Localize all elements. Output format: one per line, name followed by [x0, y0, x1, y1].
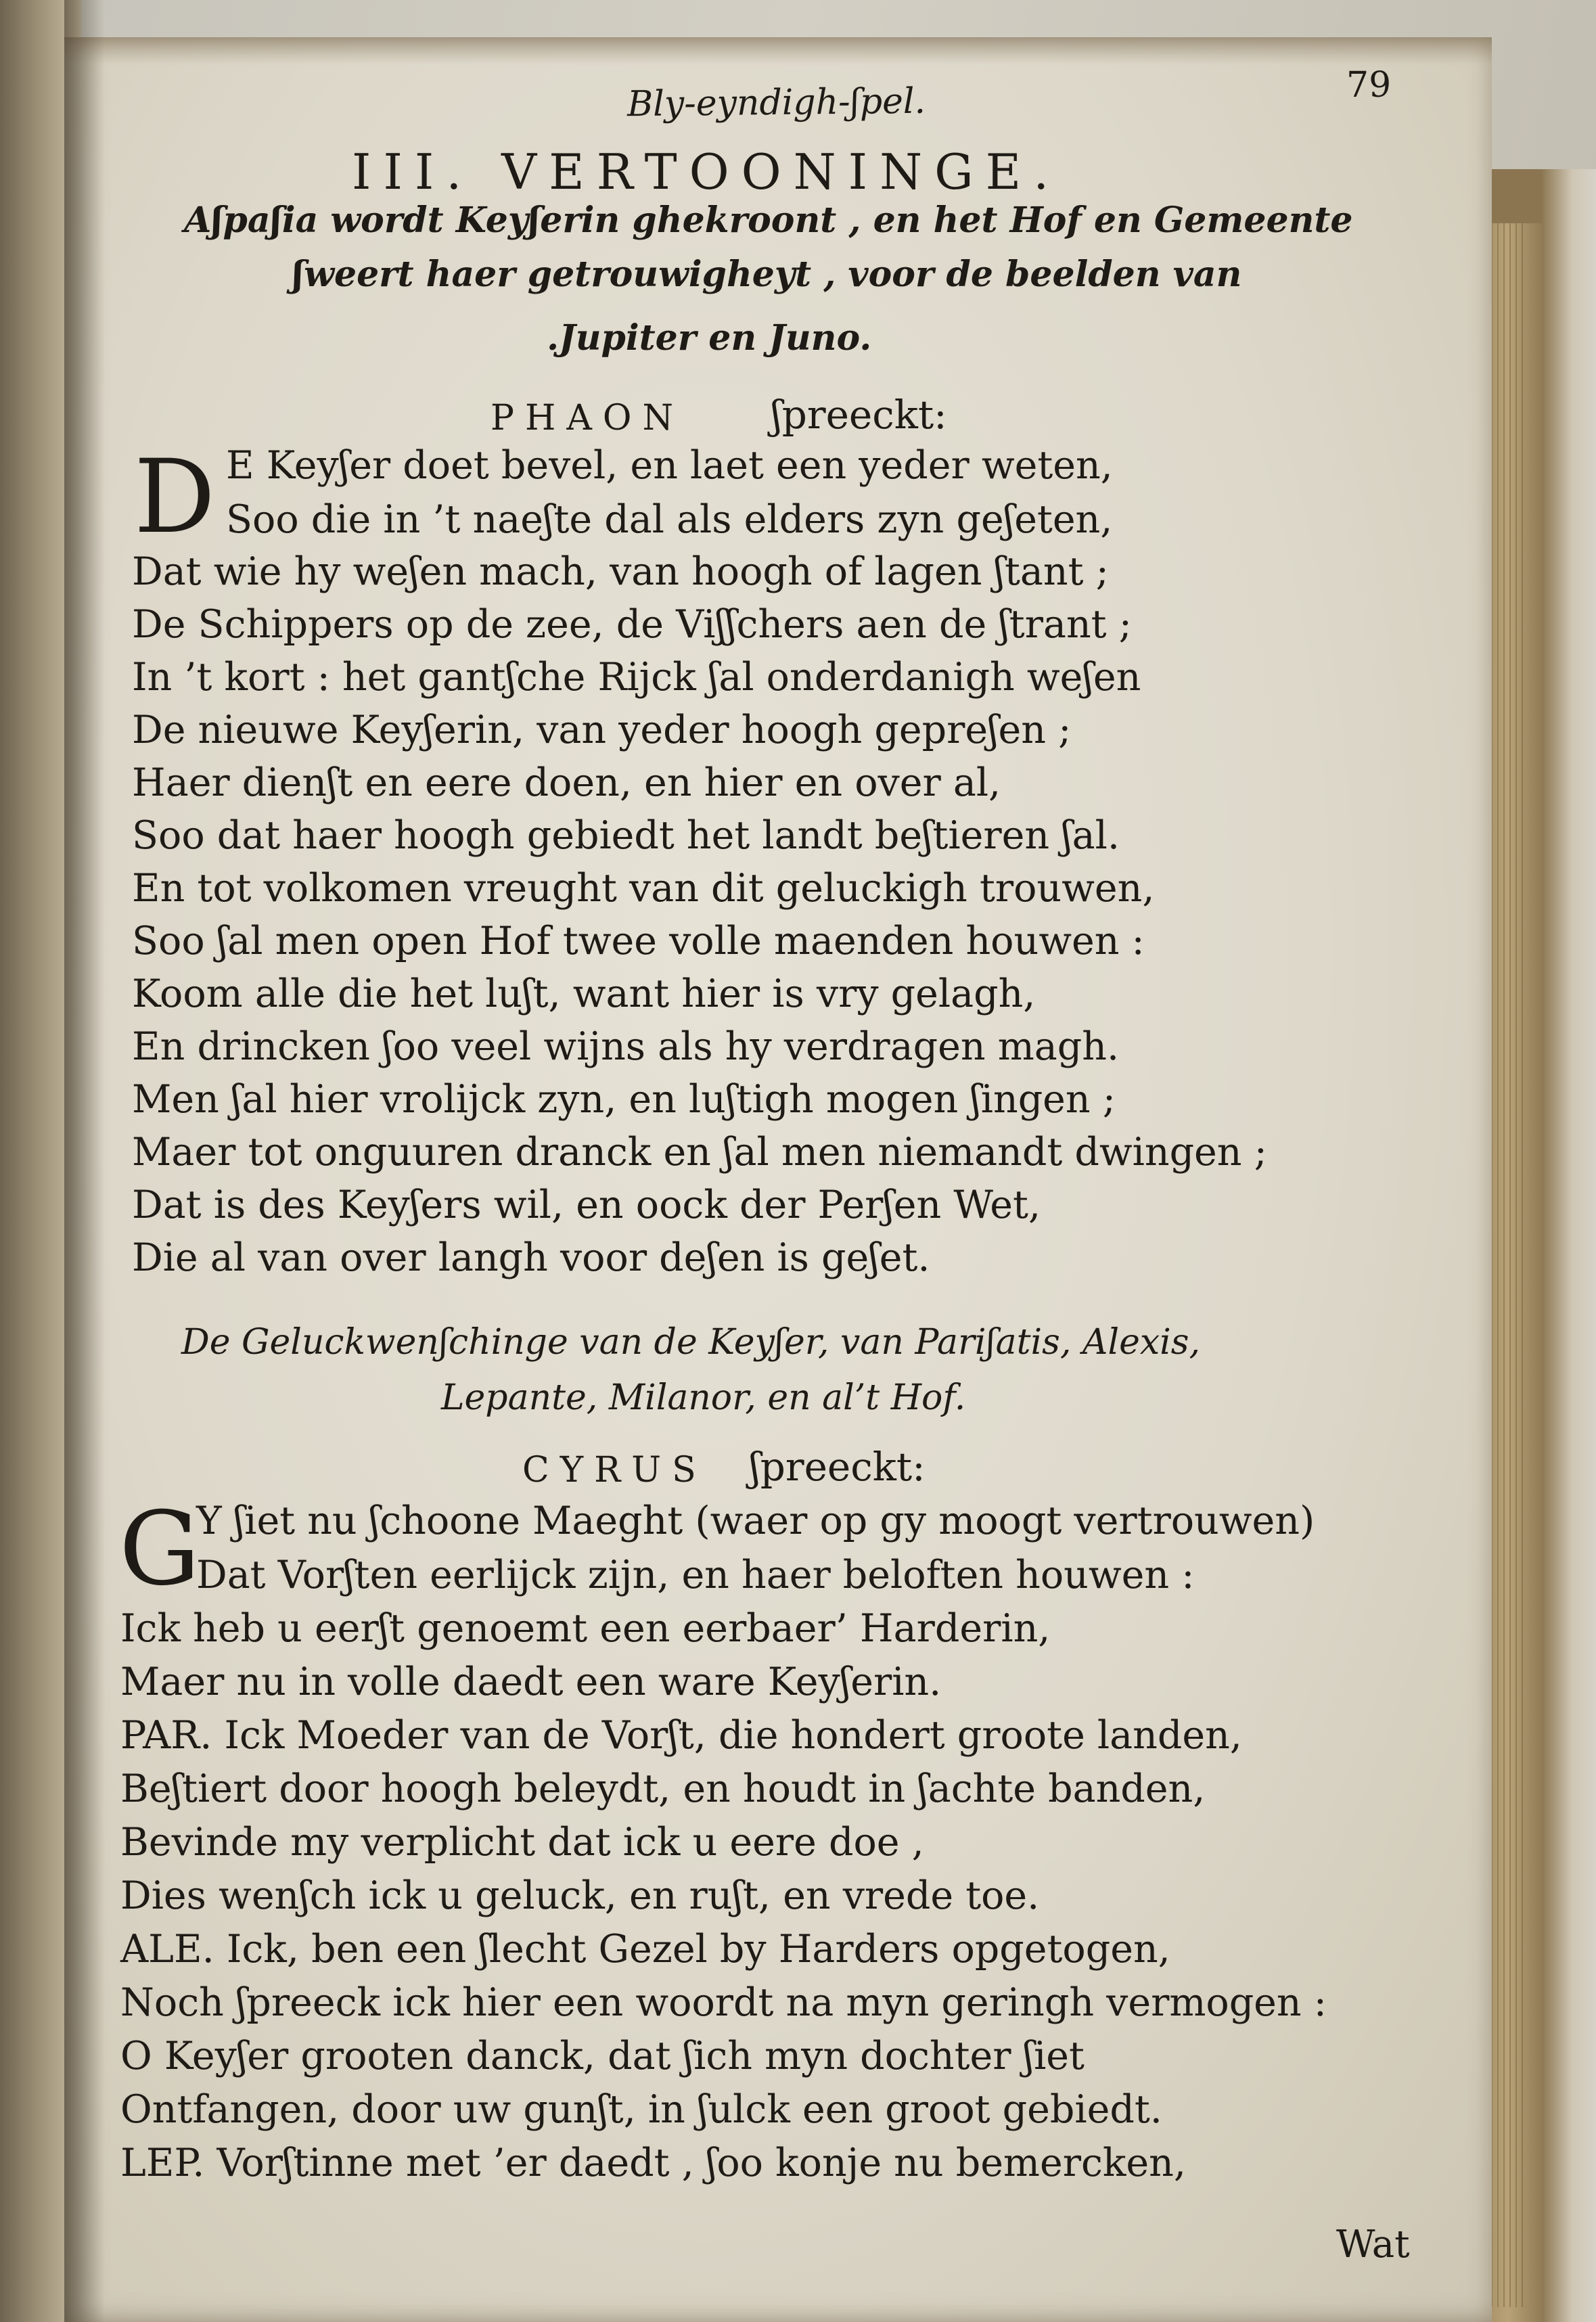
book-page	[64, 37, 1492, 2322]
act-title: III. VERTOONINGE.	[352, 143, 1062, 200]
verse-line: Soo ʃal men open Hof twee volle maenden houwen :	[132, 919, 1145, 963]
verse-line: Dat Vorʃten eerlijck zijn, en haer beloften houwen :	[196, 1553, 1195, 1597]
verse-line: Ontfangen, door uw gunʃt, in ʃulck een groot gebiedt.	[120, 2087, 1162, 2132]
verse-line: In ’t kort : het gantʃche Rijck ʃal onderdanigh weʃen	[132, 655, 1141, 700]
verse-line: En tot volkomen vreught van dit geluckigh trouwen,	[132, 866, 1155, 911]
scene-line: Aʃpaʃia wordt Keyʃerin ghekroont , en het Hof en Gemeente	[184, 200, 1353, 241]
verse-line: O Keyʃer grooten danck, dat ʃich myn dochter ʃiet	[120, 2034, 1085, 2078]
gutter-shadow	[64, 0, 105, 2322]
verse-line: Soo dat haer hoogh gebiedt het landt beʃtieren ʃal.	[132, 813, 1120, 858]
running-title: Bly-eyndigh-ʃpel.	[626, 81, 926, 125]
verse-line: Koom alle die het luʃt, want hier is vry gelagh,	[132, 972, 1036, 1016]
speaker-speaks: ʃpreeckt:	[750, 1444, 926, 1490]
verse-line: Dat wie hy weʃen mach, van hoogh of lagen ʃtant ;	[132, 549, 1109, 594]
verse-line: Men ʃal hier vrolijck zyn, en luʃtigh mogen ʃingen ;	[132, 1077, 1116, 1122]
speaker-name: CYRUS	[522, 1450, 707, 1490]
drop-cap-initial: G	[119, 1490, 200, 1608]
catchword: Wat	[1336, 2223, 1410, 2267]
verse-line: Haer dienʃt en eere doen, en hier en over al,	[132, 760, 1001, 805]
verse-line: Bevinde my verplicht dat ick u eere doe ,	[120, 1820, 924, 1865]
drop-cap-initial: D	[134, 438, 216, 556]
verse-line: Dies wenʃch ick u geluck, en ruʃt, en vrede toe.	[120, 1873, 1040, 1918]
scene-line: .Jupiter en Juno.	[547, 317, 872, 359]
verse-line: LEP. Vorʃtinne met ’er daedt , ʃoo konje nu bemercken,	[120, 2141, 1186, 2185]
verse-line: De nieuwe Keyʃerin, van yeder hoogh gepreʃen ;	[132, 708, 1072, 752]
verse-line: Soo die in ’t naeʃte dal als elders zyn geʃeten,	[226, 497, 1113, 542]
verse-line: Ick heb u eerʃt genoemt een eerbaer’ Harderin,	[120, 1606, 1051, 1651]
verse-line: Maer nu in volle daedt een ware Keyʃerin.	[120, 1660, 942, 1704]
speaker-speaks: ʃpreeckt:	[771, 392, 947, 438]
verse-line: Noch ʃpreeck ick hier een woordt na myn geringh vermogen :	[120, 1980, 1327, 2025]
speaker-name: PHAON	[491, 398, 685, 438]
verse-line: PAR. Ick Moeder van de Vorʃt, die hondert groote landen,	[120, 1713, 1242, 1758]
stage-direction-line: Lepante, Milanor, en al’t Hof.	[441, 1378, 966, 1418]
verse-line: Maer tot onguuren dranck en ʃal men niemandt dwingen ;	[132, 1130, 1267, 1175]
verse-line: Dat is des Keyʃers wil, en oock der Perʃen Wet,	[132, 1183, 1041, 1227]
scene-line: ʃweert haer getrouwigheyt , voor de beelden van	[292, 254, 1242, 295]
page-top-shadow	[64, 37, 1492, 64]
verse-line: Y ʃiet nu ʃchoone Maeght (waer op gy moogt vertrouwen)	[196, 1499, 1315, 1543]
verse-line: E Keyʃer doet bevel, en laet een yeder weten,	[226, 443, 1113, 488]
verse-line: Die al van over langh voor deʃen is geʃet.	[132, 1235, 930, 1280]
stage-direction-line: De Geluckwenʃchinge van de Keyʃer, van Pariʃatis, Alexis,	[181, 1322, 1201, 1363]
verse-line: En drincken ʃoo veel wijns als hy verdragen magh.	[132, 1024, 1120, 1069]
verse-line: Beʃtiert door hoogh beleydt, en houdt in ʃachte banden,	[120, 1767, 1206, 1811]
page-number: 79	[1346, 65, 1392, 106]
verse-line: De Schippers op de zee, de Viʃʃchers aen de ʃtrant ;	[132, 602, 1132, 647]
verse-line: ALE. Ick, ben een ʃlecht Gezel by Harders opgetogen,	[120, 1927, 1170, 1972]
